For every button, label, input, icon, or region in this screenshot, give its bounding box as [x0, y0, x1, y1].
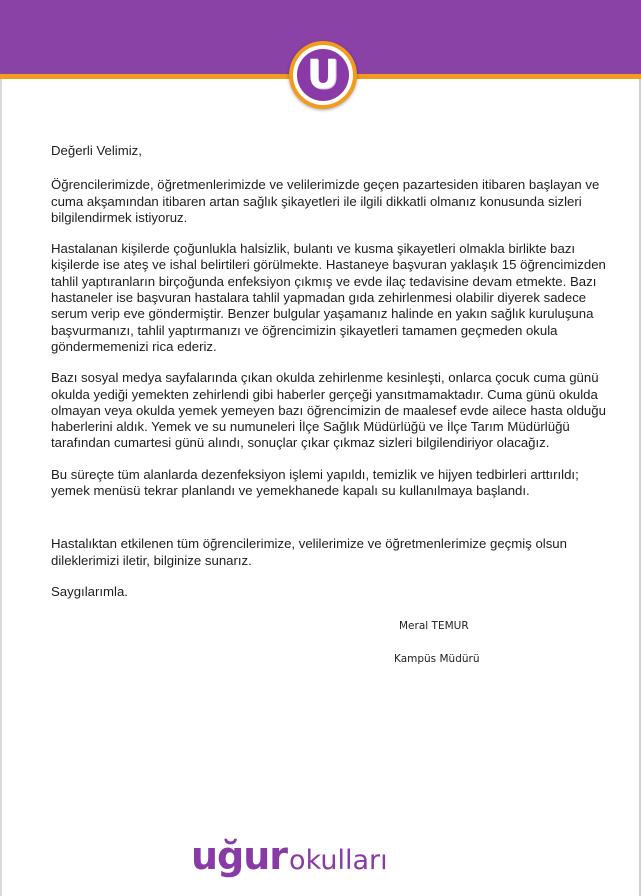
paragraph-symptoms: Hastalanan kişilerde çoğunlukla halsizlik, bulantı ve kusma şikayetleri olmakla birlikte bazı kişilerde ise ateş ve ishal belirtileri görülmekte. Hastaneye başvuran yaklaşık 15 öğrencimizden tahlil yaptıranların birçoğunda enfeksiyon çıkmış ve evde ilaç tedavisine devam etmekte. Bazı hastaneler ise başvuran hastalara tahlil yapmadan gıda zehirlenmesi olabilir diyerek sadece serum verip eve göndermiştir. Benzer bulgular yaşamanız halinde en yakın sağlık kuruluşuna başvurmanızı, tahlil yaptırmanızı ve öğrencimizin şikayetleri tamamen geçmeden okula göndermemenizi rica ederiz.: [51, 241, 606, 354]
brand-main-text: uğur: [191, 834, 288, 878]
closing: Saygılarımla.: [51, 583, 128, 599]
signer-name: Meral TEMUR: [399, 620, 469, 632]
paragraph-wishes: Hastalıktan etkilenen tüm öğrencilerimize, velilerimize ve öğretmenlerimize geçmiş olsun dileklerimizi iletir, bilginize sunarız.: [51, 536, 567, 568]
footer-brand-logo: [191, 834, 388, 884]
paragraph-measures: Bu süreçte tüm alanlarda dezenfeksiyon işlemi yapıldı, temizlik ve hijyen tedbirleri arttırıldı; yemek menüsü tekrar planlandı ve yemekhanede kapalı su kullanılmaya başlandı.: [51, 466, 579, 499]
page-edge-left: [0, 0, 2, 896]
school-logo-badge: [289, 41, 357, 109]
paragraph-intro: Öğrencilerimizde, öğretmenlerimizde ve velilerimizde geçen pazartesiden itibaren başlayan ve cuma akşamından itibaren artan sağlık şikayetleri ile ilgili dikkatli olmanız konusunda sizleri bilgilendirmek istiyoruz.: [51, 177, 600, 225]
letter-body: [51, 143, 611, 600]
paragraph-spacer: [51, 514, 611, 536]
salutation: Değerli Velimiz,: [51, 143, 142, 158]
paragraph-social-media: Bazı sosyal medya sayfalarında çıkan okulda zehirlenme kesinleşti, onlarca çocuk cuma günü okulda yediği yemekten zehirlendi gibi haberler gerçeği yansıtmamaktadır. Cuma günü okulda olmayan veya okulda yemek yemeyen bazı öğrencimizin de maalesef evde ailece hasta olduğu haberlerini aldık. Yemek ve su numuneleri İlçe Sağlık Müdürlüğü ve İlçe Tarım Müdürlüğü tarafından cumartesi günü alındı, sonuçlar çıkar çıkmaz sizleri bilgilendiriyor olacağız.: [51, 370, 606, 451]
signer-title: Kampüs Müdürü: [394, 653, 480, 665]
brand-sub-text: okulları: [289, 845, 388, 876]
logo-letter: U: [306, 52, 340, 98]
